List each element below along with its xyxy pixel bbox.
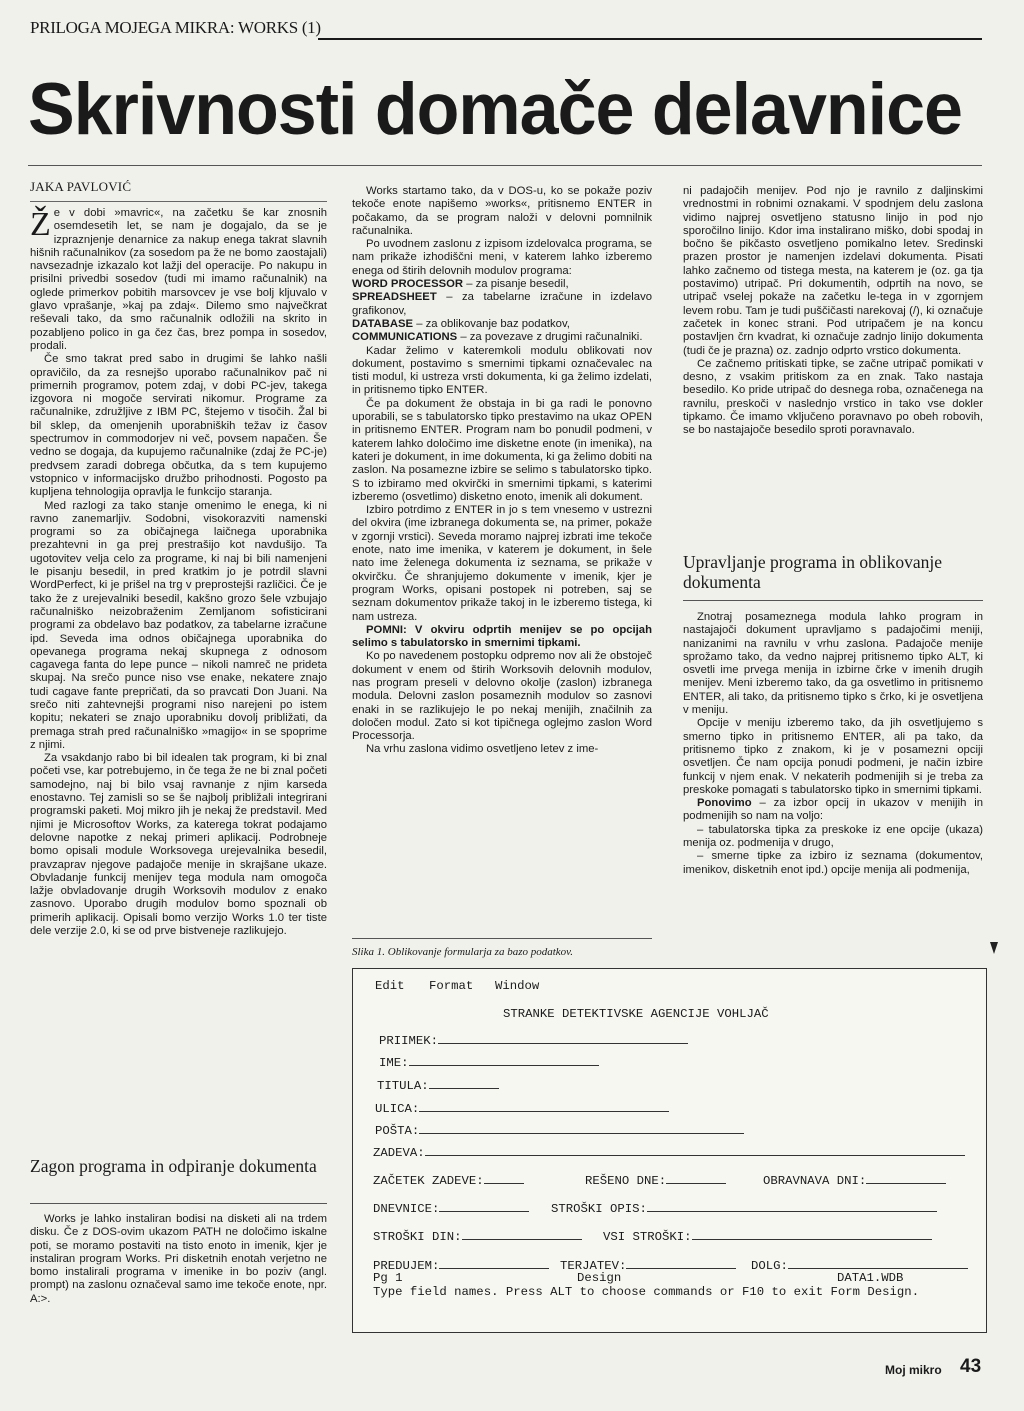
- paragraph: Ce začnemo pritiskati tipke, se začne utripač pomikati v desno, z vsakim pritiskom za en znak. Tako nastaja besedilo. Ko pride utripač do desnega roba, označenega na ravnilu, preskoči v naslednjo vrstico in tako vse dokler tipkamo. Če imamo vključeno poravnavo po obeh robovih, se bo nastajajoče besedilo sproti poravnavalo.: [683, 357, 983, 437]
- field-posta: POŠTA:: [375, 1123, 744, 1138]
- subhead-rule: [683, 600, 983, 601]
- subhead-rule: [30, 1203, 327, 1204]
- author-byline: JAKA PAVLOVIĆ: [30, 179, 132, 194]
- subhead-zagon: Zagon programa in odpiranje dokumenta: [30, 1156, 317, 1176]
- menu-format: Format: [429, 979, 474, 993]
- drop-cap: Ž: [30, 206, 51, 243]
- title-rule: [28, 165, 982, 166]
- status-mode: Design: [577, 1271, 622, 1285]
- caption-rule: [352, 938, 652, 939]
- figure-caption: Slika 1. Oblikovanje formularja za bazo podatkov.: [352, 946, 573, 958]
- form-title: STRANKE DETEKTIVSKE AGENCIJE VOHLJAČ: [503, 1007, 769, 1021]
- field-obravnava-dni: OBRAVNAVA DNI:: [763, 1173, 946, 1188]
- field-dnevnice: DNEVNICE:: [373, 1201, 529, 1216]
- works-database-screen: [352, 968, 987, 1333]
- paragraph: Ko po navedenem postopku odpremo nov ali že obstoječ dokument v enem od štirih Worksovih delovnih modulov, nas program preseli v delovno okolje (zaslon) izbranega modula. Delovni zaslon posameznih modulov so zasnovi enaki in se razlikujejo le po nekaj menijih, značilnih za določen modul. Zato si kot tipičnega oglejmo zaslon Word Processorja.: [352, 650, 652, 743]
- list-item: – smerne tipke za izbiro iz seznama (dokumentov, imenikov, disketnih enot ipd.) opcije menija ali podmenija,: [683, 850, 983, 876]
- module-item: DATABASE – za oblikovanje baz podatkov,: [352, 317, 570, 330]
- paragraph: Kadar želimo v kateremkoli modulu oblikovati nov dokument, postavimo s smernimi tipkami označevalec na tisti modul, ki ustreza vrsti dokumenta, ki ga želimo izdelati, in pritisnemo tipko ENTER.: [352, 344, 652, 397]
- paragraph: Če pa dokument že obstaja in bi ga radi le ponovno uporabili, se s tabulatorsko tipko prestavimo na ukaz OPEN in pritisnemo ENTER. Program nam bo ponudil podmeni, v katerem lahko določimo ime disketne enote (in imenika), na kateri je dokument, in ime dokumenta, ki ga želimo dobiti na zaslon. Na posamezne izbire se selimo s tabulatorsko tipko. S to izbiramo med okvirčki in smernimi tipkami, s katerimi izberemo (osvetlimo) disketno enoto, imenik ali dokument.: [352, 397, 652, 503]
- module-item: COMMUNICATIONS – za povezave z drugimi računalniki.: [352, 331, 643, 344]
- paragraph: Na vrhu zaslona vidimo osvetljeno letev z ime-: [366, 743, 599, 756]
- running-head-rule: [318, 38, 982, 40]
- module-item: SPREADSHEET – za tabelarne izračune in izdelavo grafikonov,: [352, 291, 652, 317]
- paragraph: Po uvodnem zaslonu z izpisom izdelovalca programa, se nam prikaže izhodiščni meni, v katerem lahko izberemo enega od štirih delovnih modulov programa:: [352, 238, 652, 277]
- subhead-upravljanje: Upravljanje programa in oblikovanje dokumenta: [683, 552, 943, 592]
- note-pomni: POMNI: V okviru odprtih menijev se po opcijah selimo s tabulatorsko in smernimi tipkami.: [352, 623, 652, 650]
- paragraph: ni padajočih menijev. Pod njo je ravnilo z daljinskimi vrednostmi in robnimi oznakami. V spodnjem delu zaslona vidimo najprej osvetljeno statusno linijo in pod njo sporočilno linijo. Kdor ima instalirano miško, dobi spodaj in bočno še pikčasto osvetljeno pomikalno letev. Sredinski prazen prostor je namenjen izdelavi dokumenta. Pisati lahko začnemo od tistega mesta, na katerem je (oz. ga tja postavimo) utripač. Pri dokumentih, odprtih na novo, se utripač vselej pokaže na začetku le-tega in v zgornjem levem robu. Tam je tudi puščičasti narekovaj (/), ki označuje začetek in konec strani. Pod utripačem je na koncu postavljen črn kvadrat, ki označuje zadnjo linijo dokumenta (tudi če je prazna) oz. zadnjo odprto vrstico dokumenta.: [683, 185, 983, 357]
- field-predujem: PREDUJEM:: [373, 1258, 549, 1273]
- page-number: 43: [960, 1356, 982, 1377]
- running-head: PRILOGA MOJEGA MIKRA: WORKS (1): [30, 18, 321, 37]
- field-titula: TITULA:: [377, 1078, 499, 1093]
- paragraph: Če smo takrat pred sabo in drugimi še lahko našli opravičilo, da za resnejšo uporabo računalnikov pač ni primernih programov, potem zdaj, v dobi PC-jev, takega izgovora ni mogoče servirati nikomur. Programe za računalnike, združljive z IBM PC, štejemo v tisočih. Žal bi bil sklep, da omenjenih uporabniških težav iz časov spectrumov in commodorjev ni več, povsem napačen. Še vedno se dogaja, da kupujemo računalnike (zdaj že PC-je) predvsem zaradi dobrega občutka, da s tem kupujemo vstopnico v informacijsko družbo prihodnosti. Pogosto pa kupljena tehnologija opravlja le funkcijo staranja.: [30, 353, 327, 499]
- paragraph: Works startamo tako, da v DOS-u, ko se pokaže poziv tekoče enote napišemo »works«, pritisnemo ENTER in počakamo, da se program naloži v delovni pomnilnik računalnika.: [352, 185, 652, 237]
- list-item: – tabulatorska tipka za preskoke iz ene opcije (ukaza) menija oz. podmenija v drugo,: [683, 823, 983, 850]
- status-file: DATA1.WDB: [837, 1271, 904, 1285]
- column-1: [30, 207, 327, 938]
- continue-arrow-icon: [990, 942, 998, 954]
- paragraph: Za vsakdanjo rabo bi bil idealen tak program, ki bi znal početi vse, kar potrebujemo, in če tega že ne bi znal početi samodejno, naj bi bilo vsaj ravnanje z njim karseda enostavno. Tej zamisli so se še najbolj približali integrirani programski paketi. Moj mikro jih je nekaj že predstavil. Med njimi je Microsoftov Works, za katerega tokrat podajamo delovne napotke z nekaj primeri aplikacij. Podrobneje bomo opisali module Worksovega urejevalnika besedil, pravzaprav njegove padajoče menije in skrajšane ukaze. Obvladanje funkcij menijev tega modula nam omogoča lažje obvladovanje drugih Worksovih modulov z enako zasnovo. Uporabo drugih modulov bomo spoznali ob primerih aplikacij. Opisali bomo verzijo Works 1.0 ter tiste dele verzije 2.0, ki se od prve bistveneje razlikujejo.: [30, 752, 327, 938]
- paragraph: Med razlogi za tako stanje omenimo le enega, ki ni ravno zanemarljiv. Sodobni, visokorazviti namenski programi so za običajnega laičnega uporabnika prezahtevni in ga prej prestrašijo kot navdušijo. Ta ugotovitev velja celo za programe, ki naj bi bili namenjeni le pisanju besedil, in pred kratkim jo je potrdil slavni WordPerfect, ki je prišel na trg v preprostejši različici. Če je tako že z urejevalniki besedil, kakšno grozo šele vzbujajo računalniško neizobraženim Zemljanom sofisticirani programi za obdelavo baz podatkov, za tabelarne izračune ipd. Seveda ima odnos običajnega uporabnika do opevanega programa nekaj skupnega z odnosom cagavega fanta do lepe punce – nikoli namreč ne prideta skupaj. Na srečo punce niso vse enake, nekatere znajo tudi cagave fante prepričati, da so pravcati Don Juani. Na srečo niti zahtevnejši programi niso narejeni po istem kopitu; nekateri se znajo uporabniku dovolj približati, da premaga strah pred računalniško »magijo« in se spoprime z njimi.: [30, 499, 327, 751]
- menu-edit: Edit: [375, 979, 405, 993]
- field-dolg: DOLG:: [751, 1258, 968, 1273]
- field-ime: IME:: [379, 1055, 599, 1070]
- paragraph: Izbiro potrdimo z ENTER in jo s tem vnesemo v ustrezni del okvira (ime izbranega dokumenta se, na primer, pokaže v zgornji vrstici). Seveda moramo najprej izbrati ime tekoče enote, nato ime imenika, v katerem je dokument, in šele nato ime želenega dokumenta iz seznama, se prikaže v okvirčku. Če shranjujemo dokumente v imenik, kjer je program Works, opisani postopek ni potreben, saj se seznam dokumentov prikaže takoj in le izberemo tistega, ki nam ustreza.: [352, 504, 652, 623]
- field-terjatev: TERJATEV:: [560, 1258, 736, 1273]
- field-reseno-dne: REŠENO DNE:: [585, 1173, 726, 1188]
- paragraph: Opcije v meniju izberemo tako, da jih osvetljujemo s smerno tipko in pritisnemo ENTER, ali pa tako, da pritisnemo tipko z znakom, ki je v posamezni opciji osvetljen. Če nam opcija ponudi podmeni, je način izbire funkcij v njem enak. V nekaterih podmenijih si je treba za preskoke pomagati s tabulatorsko tipko in smernimi tipkami.: [683, 717, 983, 796]
- column-2: [352, 185, 652, 757]
- column-3-bottom: [683, 611, 983, 877]
- message-line: Type field names. Press ALT to choose commands or F10 to exit Form Design.: [373, 1285, 920, 1299]
- menu-window: Window: [495, 979, 540, 993]
- article-title: Skrivnosti domače delavnice: [28, 67, 962, 150]
- field-zacetek-zadeve: ZAČETEK ZADEVE:: [373, 1173, 524, 1188]
- column-1-bottom: [30, 1213, 327, 1306]
- field-zadeva: ZADEVA:: [373, 1145, 965, 1160]
- field-stroski-opis: STROŠKI OPIS:: [551, 1201, 937, 1216]
- paragraph: Ponovimo – za izbor opcij in ukazov v menijih in podmenijih so nam na voljo:: [683, 797, 983, 823]
- module-item: WORD PROCESSOR – za pisanje besedil,: [352, 278, 569, 291]
- field-ulica: ULICA:: [375, 1101, 669, 1116]
- field-priimek: PRIIMEK:: [379, 1033, 688, 1048]
- paragraph: Že v dobi »mavric«, na začetku še kar znosnih osemdesetih let, se nam je dogajalo, da se je izpraznjenje denarnice za nakup enega takrat slavnih hišnih računalnikov (za sosedom pa že ne bomo zaostajali) navsezadnje izkazalo kot lažji del operacije. Po nakupu in prisilni privedbi sosedov (tudi mi imamo računalnik) na oglede primerkov pobitih marsovcev je vse bolj kljuvalo v glavo vprašanje, »kaj pa zdaj«. Dilemo smo največkrat reševali tako, da smo računalnik odložili na skrito in pozabljeno polico in ga čez čas, brez pompa in sosedov, prodali.: [30, 206, 327, 352]
- status-page: Pg 1: [373, 1271, 403, 1285]
- magazine-name: Moj mikro: [885, 1363, 942, 1377]
- field-vsi-stroski: VSI STROŠKI:: [603, 1229, 932, 1244]
- paragraph: Znotraj posameznega modula lahko program in nastajajoči dokument upravljamo s padajočimi meniji, nanizanimi na ravnilu v vrhu zaslona. Padajoče menije sprožamo tako, da vedno najprej pritisnemo tipko ALT, ki osvetli ime prvega menija in izbirne črke v imenih drugih menijev. Meni izberemo tako, da ga osvetlimo in pritisnemo ENTER, ali tako, da pritisnemo tipko s črko, ki je osvetljena v meniju.: [683, 611, 983, 717]
- paragraph: Works je lahko instaliran bodisi na disketi ali na trdem disku. Če z DOS-ovim ukazom PATH ne določimo iskalne poti, se moramo postaviti na tisto enoto in imenik, kjer je instaliran program Works. Pri disketnih enotah verjetno ne bomo instalirali programa v imenike in bo poziv (angl. prompt) na zaslonu označeval samo ime tekoče enote, npr. A:>.: [30, 1213, 327, 1305]
- author-rule: [30, 201, 327, 202]
- column-3: [683, 185, 983, 438]
- field-stroski-din: STROŠKI DIN:: [373, 1229, 582, 1244]
